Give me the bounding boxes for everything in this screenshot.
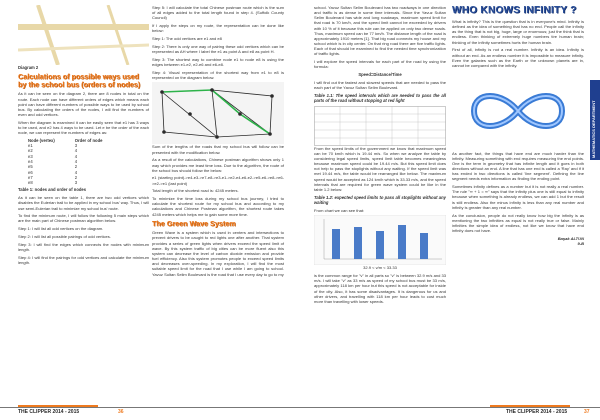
table-caption: Table 1.2: expected speed limits to pass all stoplights without any waiting [314,194,446,205]
table-caption: Table 1.1: The speed intervals which are needed to pass the all parts of the road without stopping at red light [314,92,446,103]
step-item: Step 1: I will list all odd vertices on the diagram. [18,226,104,232]
table-row: e7 2 [28,174,78,180]
paragraph: Green Wave is a system which is used in centers and intersections to prevent drivers to be caught to red lights one after another. That system provides a series of green lights when drivers exceed the speed limit of wave. By this system traffic of big cities can be more fluent also this system can decrease the level of carbon dioxide emission and provide fuel efficiency. Also this system promotes people to exceed speed limits and decreases over-speeding. In my exploration, I will find the most suitable speed limit for the road that I use while I am going to school. Yavuz Sultan Selim Boulevard is the road that I use every day to go to my [152,230,284,277]
paragraph: As it can be seen on the diagram 2, there are 8 nodes in total on the route. Each node can have different orders of edges which means each point can have different numbers of possible ways to be used by school bus. By calculating the orders of the nodes, I will find the numbers of even and odd vertices. [18,91,149,117]
left-footer [0,407,300,420]
footer-title: THE CLIPPER 2014 - 2015 [506,409,568,415]
footer-title: THE CLIPPER 2014 - 2015 [18,409,80,415]
table-row: e5 2 [28,164,78,170]
paragraph: school. Yavuz Sultan Selim Boulevard has two roadways in one direction and traffic is as dense in some time intervals. Since the Yavuz Sultan Selim Boulevard has wide and long roadways, maximum speed limit for that road is 70 km/h, and the speed limit cannot be exceeded by drivers with 10 % of it because this rule can be applied on only two dense roads. Thus, maximum speed can be 77 km/h. The distance length of the road is approximately 1910 meters [1]. That big road connects my house and my school which is in city center. On that ring road there are five traffic lights. Each of that should be examined to find the needed time synchronization of traffic lights. [314,5,446,57]
left-column-1 [18,5,149,267]
table-caption: Table 1: nodes and order of nodes [18,187,87,193]
paragraph: From chart we can see that: [314,207,365,213]
infinity-title: WHO KNOWS INFINITY ? [452,5,577,16]
page-number: 37 [584,409,590,415]
road-diagram-image [18,5,149,65]
author-grade: 9-B [577,240,584,246]
section-title-orders: Calculations of possible ways used by the school bus (orders of nodes) [18,72,141,89]
table-row: e3 4 [28,153,78,159]
right-footer [300,407,600,420]
paragraph: I will explore the speed intervals for each part of the road by using the formula: [314,59,446,70]
formula: Speed=Distance/Time [358,72,402,78]
equation: 32.9 < v/m < 33.33 [363,265,397,271]
paragraph: To minimize the time loss during my school bus journey, I tried to calculate the shortest route for my school bus and according to my calculations and Chinese Postman algorithm, the shortest route takes 4245 meters which helps me to gain some more time. [152,196,284,217]
table-row: e4 4 [28,158,78,164]
paragraph: Sum of the lengths of the roads that my school bus will follow can be presented with the modification below. [152,144,284,155]
left-column-2 [152,5,284,279]
paragraph: As another fact, the things that have end are much harder than the infinity. Measuring something with end requires measuring the end points. One is the term in geometry that has infinite length and it goes in both directions without an end. A line that has one end is called a 'Ray' and if it has ended in two directions is called 'line segment'. Defining the line segment needs extra information as finding the ending point. [452,150,584,182]
paragraph: Step 5: I will calculate the total Chinese postman route which is the sum of all edges added to the total length found in step 4. (Suffolk County Council) [152,5,284,21]
paragraph: As a result of the calculations, Chinese postman algorithm shows only 1 way which provides me least time loss. Due to the algorithm, the route of the school bus should follow the below: [152,157,284,173]
paragraph: If I apply the steps on my route, the representation can be done like below: [152,23,284,34]
nodes-table [28,138,122,186]
paragraph: I will find out the fastest and slowest speeds that are needed to pass the each part of the Yavuz Sultan Selim Boulevard. [314,79,446,90]
table-header: Order of node [74,137,103,143]
paragraph: Step 1: The odd vertices are e1 and e8 [152,35,222,41]
sidebar-label: MATHEMATICS DEPARTMENT [591,100,596,158]
speed-table-image [314,106,446,146]
paragraph: As the conclusion, people do not really know how big the infinity is as mentioning the two infinities as equal is not really true or false. Mainly infinities the simple idea of endless, not like we know that have end infinity does not have. [452,212,584,233]
paragraph: First of all, infinity is not a real number. Infinity is an idea. Infinity is without an end. As an endless number it is impossible to measure infinity. Even the galaxies such as the Earth or the unknown planets are in, cannot be compared with the infinity. [452,47,584,68]
page-number: 36 [118,409,124,415]
shortest-path-diagram [152,82,284,144]
step-item: Step 4: I will find the pairings for odd vertices and calculate the minimum length. [18,254,149,265]
route-text: e1 (starting point)->e4-e3->e7-e8->e3-e1->e2-e4-e6-e2->e5-e6->e8->e6->e2->e1 (last point) [152,175,284,186]
table-row: e2 4 [28,148,78,154]
paragraph: As it can be seen on the table 1, there are two odd vertices which disables the Eulerian trail to be applied in my school bus' way. Thus, I will use semi-Eulerian trail to minimize my school bus' route. [18,195,149,211]
infinity-image [452,71,584,151]
paragraph: is the common range for "v" in all parts so "v" is between 32.9 m/s and 33 m/s. I will take "v" as 33 m/s as speed of my school bus must be 33 m/s, approximately 118 km per hour but this speed is not acceptable for inside of the city. Also, it has some disadvantages. It is dangerous for us and other drivers, and travelling with 118 km per hour leads to cost much more than travelling with lower speeds. [314,273,446,304]
right-column-2 [452,5,584,246]
department-sidebar [590,80,600,160]
paragraph: Step 4: Visual representation of the shortest way from e1 to e8 is represented on the diagram below. [152,69,284,80]
table-row: e8 3 [28,180,78,186]
section-title-green-wave: The Green Wave System [152,218,236,228]
paragraph: To find the minimum route, I will follow the following 5 main steps which are the main part of Chinese postman algorithm below. [18,213,149,224]
paragraph: Step 2: There is only one way of pairing these odd vertices which can be represented as AH where I label the e1 as point A and e8 as point H. [152,43,284,54]
right-column-1 [314,5,446,307]
chart-image [314,215,446,265]
paragraph: When the diagram is examined it can be easily seen that e1 has 3 ways to be used, and e2 has 4 ways to be used. Let e be the order of the each node, we can represent the numbers of edges as: [18,119,149,136]
right-page [300,0,600,420]
diagram-caption: Diagram 2 [18,65,39,70]
paragraph: Step 3: The shortest way to combine node e1 to node e8 is using the edges between e1-e2, e2-e6 and e6-e8. [152,56,284,67]
step-item: Step 2: I will list all possible pairings of odd vertices. [18,233,111,239]
paragraph: Sometimes infinity defines as a number but it is not really a real number. The rule "∞ + 1 = ∞" says that the infinity plus one is still equal to infinity because when something is already endless, we can add 1 but the result is still endless. Also the minus infinity is less than any real number and infinity is greater than any real number. [452,184,584,210]
paragraph: Total length of the shortest road is: 4245 meters. [152,188,239,194]
table-row: e1 3 [28,143,78,149]
paragraph: What is infinity? This is the question that is in everyone's mind. Infinity is defined as the idea of something that has no end. People call the infinity as the thing that is not big, huge, large or enormous; just the think that is endless. Even thinking of extremely huge numbers tire human brain; thinking of the infinity sometimes hurts the human brain. [452,19,584,45]
table-header: Node (vertex) [28,137,55,143]
author-name: Başak ALTUN [557,235,584,241]
step-item: Step 3: I will find the edges which connects the nodes with minimum length. [18,241,149,252]
paragraph: From the speed limits of the government we know that maximum speed can be 70 km/h which is 19.44 m/s. So when we analyze the table by considering legal speed limits, speed limit table becomes meaningless because maximum speed could be 19.44 m/s. But this speed limit does not help to pass the stoplights without any waiting. If the speed limit was met 19.44 m/s, the table would be rearranged like below. The maximum speed would be accepted as 124 km/h which is 33.33 m/s, and the speed intervals that are required for green wave system could be like in the table 1.2 below: [314,145,446,192]
table-row: e6 4 [28,169,78,175]
